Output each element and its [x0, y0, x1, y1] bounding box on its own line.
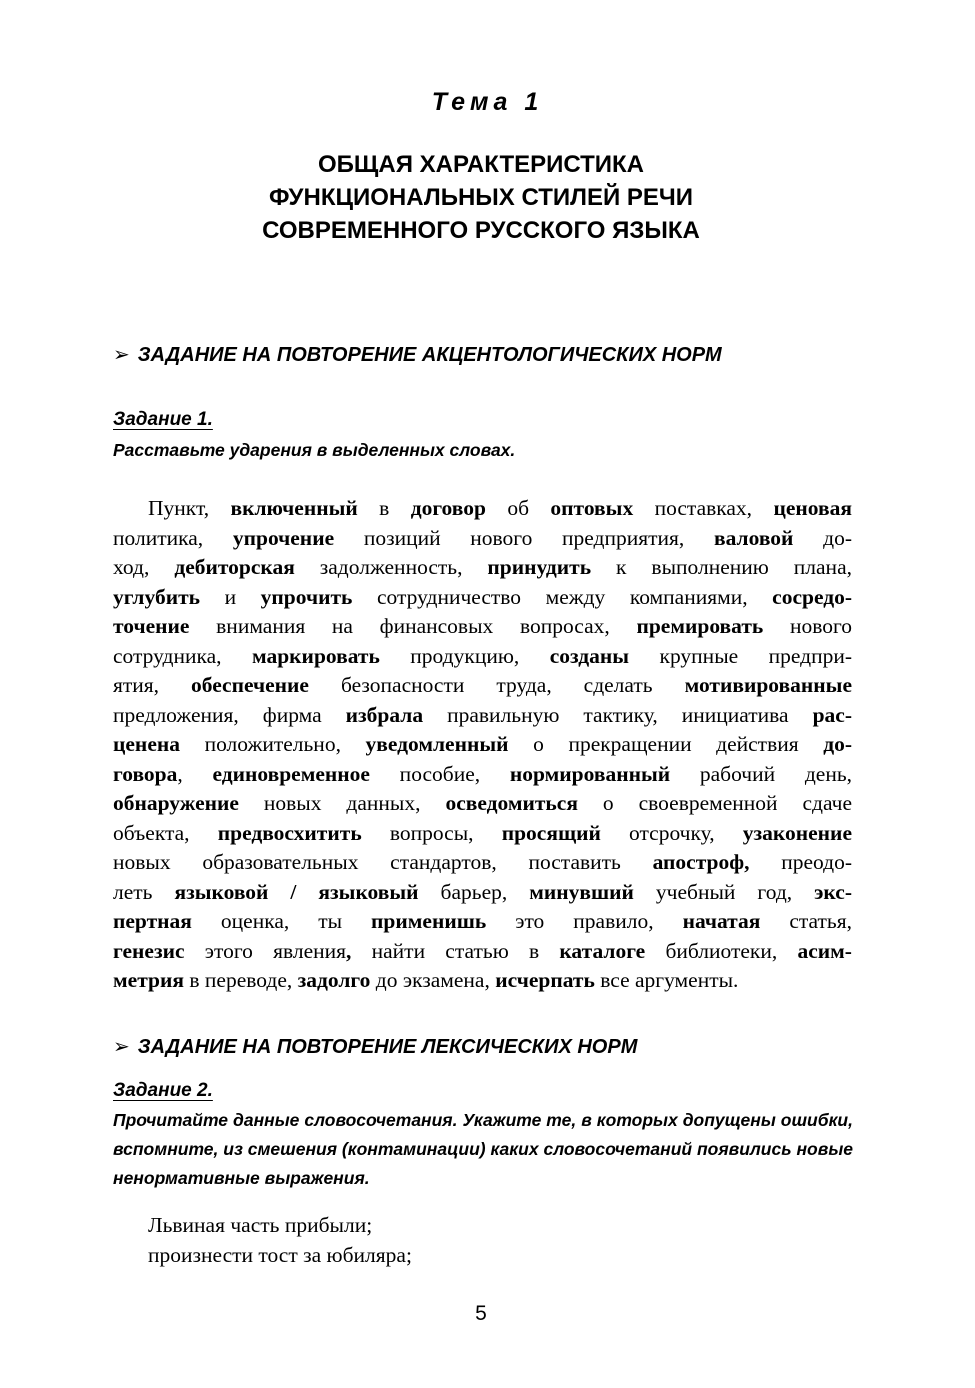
plain-text: предложения, фирма [113, 702, 346, 727]
plain-text: безопасности труда, сделать [308, 673, 685, 697]
plain-text: в [357, 496, 411, 520]
plain-text: нового [763, 614, 852, 638]
task-instruction-1: Расставьте ударения в выделенных словах. [113, 440, 516, 460]
list-item: произнести тост за юбиляра; [148, 1243, 412, 1267]
paragraph-line [113, 966, 852, 996]
task-instruction-2: Прочитайте данные словосочетания. Укажите те, в которых допущены ошибки, вспомните, из смешения (контаминации) каких словосочетаний появились новые ненормативные выражения. [113, 1110, 853, 1188]
highlighted-word: дебиторская [174, 555, 295, 579]
plain-text: до- [793, 525, 852, 550]
highlighted-word: валовой [714, 525, 794, 550]
plain-text: все аргументы. [594, 968, 739, 992]
plain-text: сотрудничество между компаниями, [352, 584, 773, 609]
plain-text: статья, [760, 909, 852, 933]
paragraph-line [113, 819, 852, 849]
plain-text: найти статью в [351, 938, 560, 963]
highlighted-word: единовременное [212, 761, 370, 786]
plain-text: библиотеки, [645, 938, 798, 963]
highlighted-word: маркировать [251, 643, 380, 668]
plain-text: новых образовательных стандартов, поставить [113, 850, 653, 874]
paragraph-line [113, 848, 852, 878]
highlighted-word: договор [410, 496, 486, 520]
plain-text: к выполнению плана, [591, 555, 852, 579]
topic-heading: Тема 1 [431, 88, 544, 116]
plain-text: правильную тактику, инициатива [423, 702, 813, 727]
plain-text: учебный год, [633, 879, 815, 904]
plain-text: рабочий день, [670, 761, 853, 786]
page-number: 5 [475, 1302, 487, 1325]
exercise-paragraph [113, 494, 852, 996]
section-heading-accent [113, 342, 722, 367]
highlighted-word: применишь [371, 909, 487, 933]
chapter-title [0, 148, 962, 247]
highlighted-word: избрала [345, 702, 424, 727]
plain-text: отсрочку, [600, 820, 743, 845]
highlighted-word: включенный [230, 496, 358, 520]
highlighted-word: осведомиться [445, 791, 578, 815]
highlighted-word: ценена [113, 732, 180, 756]
highlighted-word: каталоге [559, 938, 646, 963]
paragraph-line [113, 642, 852, 672]
arrow-bullet-icon: ➢ [113, 1036, 130, 1058]
highlighted-word: , [346, 938, 352, 963]
plain-text: новых данных, [238, 791, 446, 815]
section-heading-lexical [113, 1034, 637, 1059]
plain-text: преодо- [749, 850, 852, 874]
plain-text: внимания на финансовых вопросах, [189, 614, 637, 638]
highlighted-word: рас- [812, 702, 852, 727]
highlighted-word: нормированный [509, 761, 671, 786]
highlighted-word: сосредо- [772, 584, 852, 609]
highlighted-word: метрия [113, 968, 184, 992]
paragraph-line [113, 671, 852, 701]
highlighted-word: исчерпать [495, 968, 595, 992]
paragraph-line [113, 878, 852, 908]
highlighted-word: ценовая [773, 496, 852, 520]
highlighted-word: обнаружение [113, 791, 239, 815]
highlighted-word: премировать [636, 614, 764, 638]
plain-text: задолженность, [294, 555, 488, 579]
highlighted-word: пертная [113, 909, 192, 933]
highlighted-word: узаконение [742, 820, 852, 845]
paragraph-line [113, 612, 852, 642]
plain-text: барьер, [418, 879, 530, 904]
plain-text: пособие, [369, 761, 510, 786]
highlighted-word: языковой / языковый [174, 879, 419, 904]
plain-text: о своевременной сдаче [577, 791, 853, 815]
phrase-list [148, 1210, 412, 1270]
plain-text: оценка, ты [191, 909, 372, 933]
task-label-1: Задание 1. [113, 409, 213, 430]
paragraph-line [113, 937, 852, 967]
plain-text: , [177, 761, 213, 786]
plain-text: леть [113, 879, 175, 904]
chapter-title-line: ОБЩАЯ ХАРАКТЕРИСТИКА [318, 151, 644, 178]
plain-text: этого явления [184, 938, 347, 963]
paragraph-line [113, 701, 852, 731]
plain-text: продукцию, [379, 643, 550, 668]
highlighted-word: точение [113, 614, 190, 638]
section-heading-text: ЗАДАНИЕ НА ПОВТОРЕНИЕ АКЦЕНТОЛОГИЧЕСКИХ НОРМ [137, 344, 722, 366]
plain-text: позиций нового предприятия, [334, 525, 714, 550]
chapter-title-line: ФУНКЦИОНАЛЬНЫХ СТИЛЕЙ РЕЧИ [268, 184, 694, 211]
plain-text: поставках, [633, 496, 774, 520]
arrow-bullet-icon: ➢ [113, 344, 130, 366]
highlighted-word: углубить [113, 584, 201, 609]
highlighted-word: минувший [529, 879, 634, 904]
paragraph-line [113, 907, 852, 937]
plain-text: ход, [113, 555, 175, 579]
highlighted-word: говора [113, 761, 178, 786]
plain-text: сотрудника, [113, 643, 252, 668]
plain-text: объекта, [113, 820, 218, 845]
plain-text: политика, [113, 525, 233, 550]
highlighted-word: упрочение [232, 525, 335, 550]
section-heading-text: ЗАДАНИЕ НА ПОВТОРЕНИЕ ЛЕКСИЧЕСКИХ НОРМ [137, 1036, 638, 1058]
highlighted-word: начатая [682, 909, 761, 933]
paragraph-line [113, 524, 852, 554]
plain-text: в переводе, [184, 968, 298, 992]
plain-text: крупные предпри- [629, 643, 852, 668]
highlighted-word: асим- [797, 938, 852, 963]
plain-text: вопросы, [361, 820, 502, 845]
highlighted-word: предвосхитить [217, 820, 362, 845]
highlighted-word: апостроф, [652, 850, 750, 874]
paragraph-line [113, 583, 852, 613]
plain-text: о прекращении действия [508, 732, 824, 756]
paragraph-line [113, 553, 852, 583]
highlighted-word: уведомленный [365, 732, 509, 756]
plain-text: Пункт, [148, 496, 231, 520]
highlighted-word: упрочить [260, 584, 353, 609]
highlighted-word: оптовых [550, 496, 634, 520]
plain-text: положительно, [180, 732, 366, 756]
highlighted-word: генезис [113, 938, 185, 963]
plain-text: и [200, 584, 261, 609]
highlighted-word: мотивированные [684, 673, 852, 697]
paragraph-line [113, 760, 852, 790]
highlighted-word: просящий [501, 820, 601, 845]
chapter-title-line: СОВРЕМЕННОГО РУССКОГО ЯЗЫКА [262, 217, 700, 244]
plain-text: до экзамена, [370, 968, 496, 992]
highlighted-word: созданы [549, 643, 630, 668]
highlighted-word: до- [823, 732, 852, 756]
paragraph-line [113, 494, 852, 524]
plain-text: об [485, 496, 551, 520]
plain-text: ятия, [113, 673, 192, 697]
highlighted-word: экс- [814, 879, 852, 904]
paragraph-line [113, 730, 852, 760]
highlighted-word: принудить [487, 555, 592, 579]
list-item: Львиная часть прибыли; [148, 1213, 373, 1237]
highlighted-word: обеспечение [191, 673, 309, 697]
highlighted-word: задолго [297, 968, 371, 992]
paragraph-line [113, 789, 852, 819]
task-label-2: Задание 2. [113, 1080, 213, 1101]
plain-text: это правило, [486, 909, 683, 933]
